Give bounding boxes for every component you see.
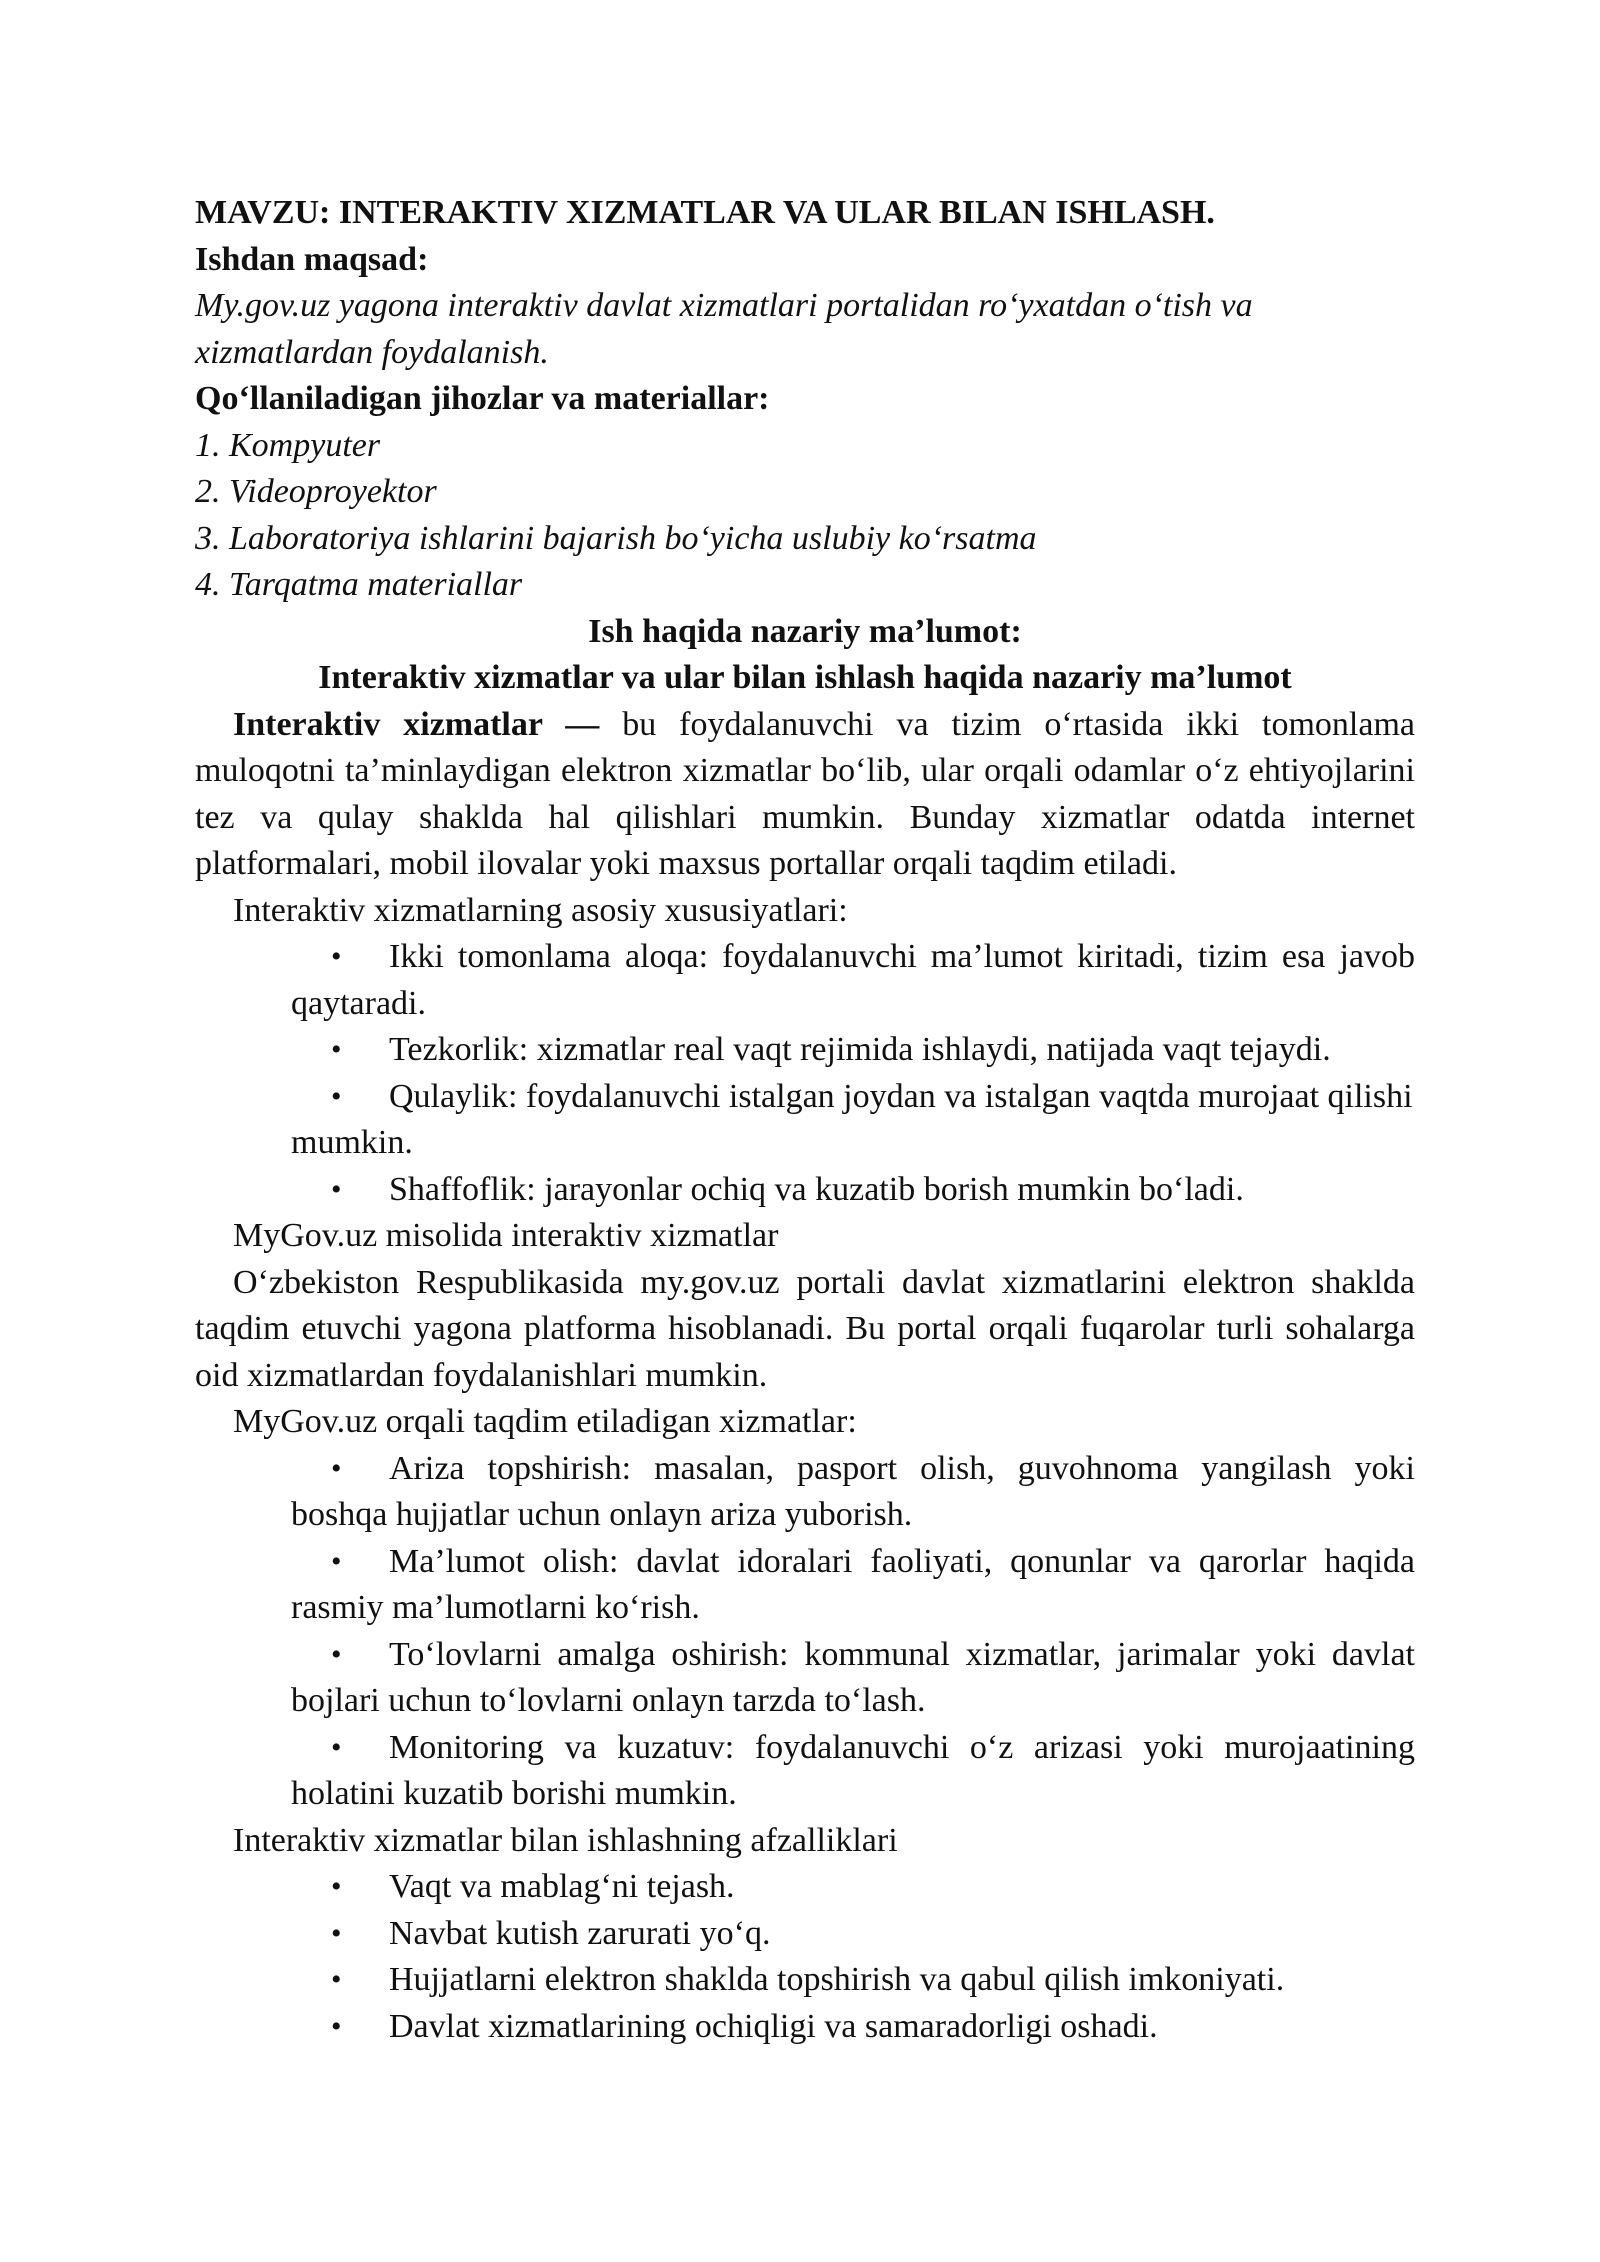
document-page <box>195 190 1415 2050</box>
intro-term: Interaktiv xizmatlar — <box>233 705 600 743</box>
equipment-item: 4. Tarqatma materiallar <box>195 566 523 603</box>
list-item: • Vaqt va mablag‘ni tejash. <box>195 1864 1415 1911</box>
equipment-item: 3. Laboratoriya ishlarini bajarish bo‘yicha uslubiy ko‘rsatma <box>195 519 1037 557</box>
list-item: • Navbat kutish zarurati yo‘q. <box>195 1911 1415 1958</box>
intro-paragraph <box>195 702 1415 888</box>
advantages-heading: Interaktiv xizmatlar bilan ishlashning afzalliklari <box>233 1821 898 1859</box>
services-list <box>195 1446 1415 1818</box>
equipment-heading: Qo‘llaniladigan jihozlar va materiallar: <box>195 380 770 417</box>
features-list <box>195 934 1415 1213</box>
features-heading: Interaktiv xizmatlarning asosiy xususiyatlari: <box>233 891 848 929</box>
intro-text: bu foydalanuvchi va tizim o‘rtasida ikki tomonlama muloqotni ta’minlaydigan elektron xizmatlar bo‘lib, ular orqali odamlar o‘z ehtiyojlarini tez va qulay shaklda hal qilishlari mumkin. Bunday xizmatlar odatda internet platformalari, mobil ilovalar yoki maxsus portallar orqali taqdim etiladi. <box>195 705 1415 882</box>
list-item: • Davlat xizmatlarining ochiqligi va samaradorligi oshadi. <box>195 2004 1415 2051</box>
services-heading: MyGov.uz orqali taqdim etiladigan xizmatlar: <box>233 1403 857 1440</box>
list-item: • Ma’lumot olish: davlat idoralari faoliyati, qonunlar va qarorlar haqida rasmiy ma’lumotlarni ko‘rish. <box>195 1539 1415 1632</box>
mygov-paragraph: O‘zbekiston Respublikasida my.gov.uz portali davlat xizmatlarini elektron shaklda taqdim etuvchi yagona platforma hisoblanadi. Bu portal orqali fuqarolar turli sohalarga oid xizmatlardan foydalanishlari mumkin. <box>195 1263 1415 1394</box>
goal-heading: Ishdan maqsad: <box>195 240 429 278</box>
list-item: • To‘lovlarni amalga oshirish: kommunal xizmatlar, jarimalar yoki davlat bojlari uchun to‘lovlarni onlayn tarzda to‘lash. <box>195 1632 1415 1725</box>
goal-text: My.gov.uz yagona interaktiv davlat xizmatlari portalidan ro‘yxatdan o‘tish va xizmatlardan foydalanish. <box>195 287 1253 371</box>
list-item: • Monitoring va kuzatuv: foydalanuvchi o‘z arizasi yoki murojaatining holatini kuzatib borishi mumkin. <box>195 1725 1415 1818</box>
mygov-heading: MyGov.uz misolida interaktiv xizmatlar <box>233 1217 779 1254</box>
equipment-item: 2. Videoproyektor <box>195 473 437 510</box>
list-item: • Shaffoflik: jarayonlar ochiq va kuzatib borish mumkin bo‘ladi. <box>195 1167 1415 1214</box>
list-item: • Hujjatlarni elektron shaklda topshirish va qabul qilish imkoniyati. <box>195 1957 1415 2004</box>
list-item: • Ariza topshirish: masalan, pasport olish, guvohnoma yangilash yoki boshqa hujjatlar uchun onlayn ariza yuborish. <box>195 1446 1415 1539</box>
theory-subheading: Interaktiv xizmatlar va ular bilan ishlash haqida nazariy ma’lumot <box>318 659 1292 696</box>
theory-heading: Ish haqida nazariy ma’lumot: <box>588 612 1022 650</box>
advantages-list <box>195 1864 1415 2050</box>
list-item: • Qulaylik: foydalanuvchi istalgan joydan va istalgan vaqtda murojaat qilishi mumkin. <box>195 1074 1415 1167</box>
list-item: • Ikki tomonlama aloqa: foydalanuvchi ma’lumot kiritadi, tizim esa javob qaytaradi. <box>195 934 1415 1027</box>
equipment-item: 1. Kompyuter <box>195 426 381 464</box>
document-title: MAVZU: INTERAKTIV XIZMATLAR VA ULAR BILAN ISHLASH. <box>195 194 1215 231</box>
list-item: • Tezkorlik: xizmatlar real vaqt rejimida ishlaydi, natijada vaqt tejaydi. <box>195 1027 1415 1074</box>
